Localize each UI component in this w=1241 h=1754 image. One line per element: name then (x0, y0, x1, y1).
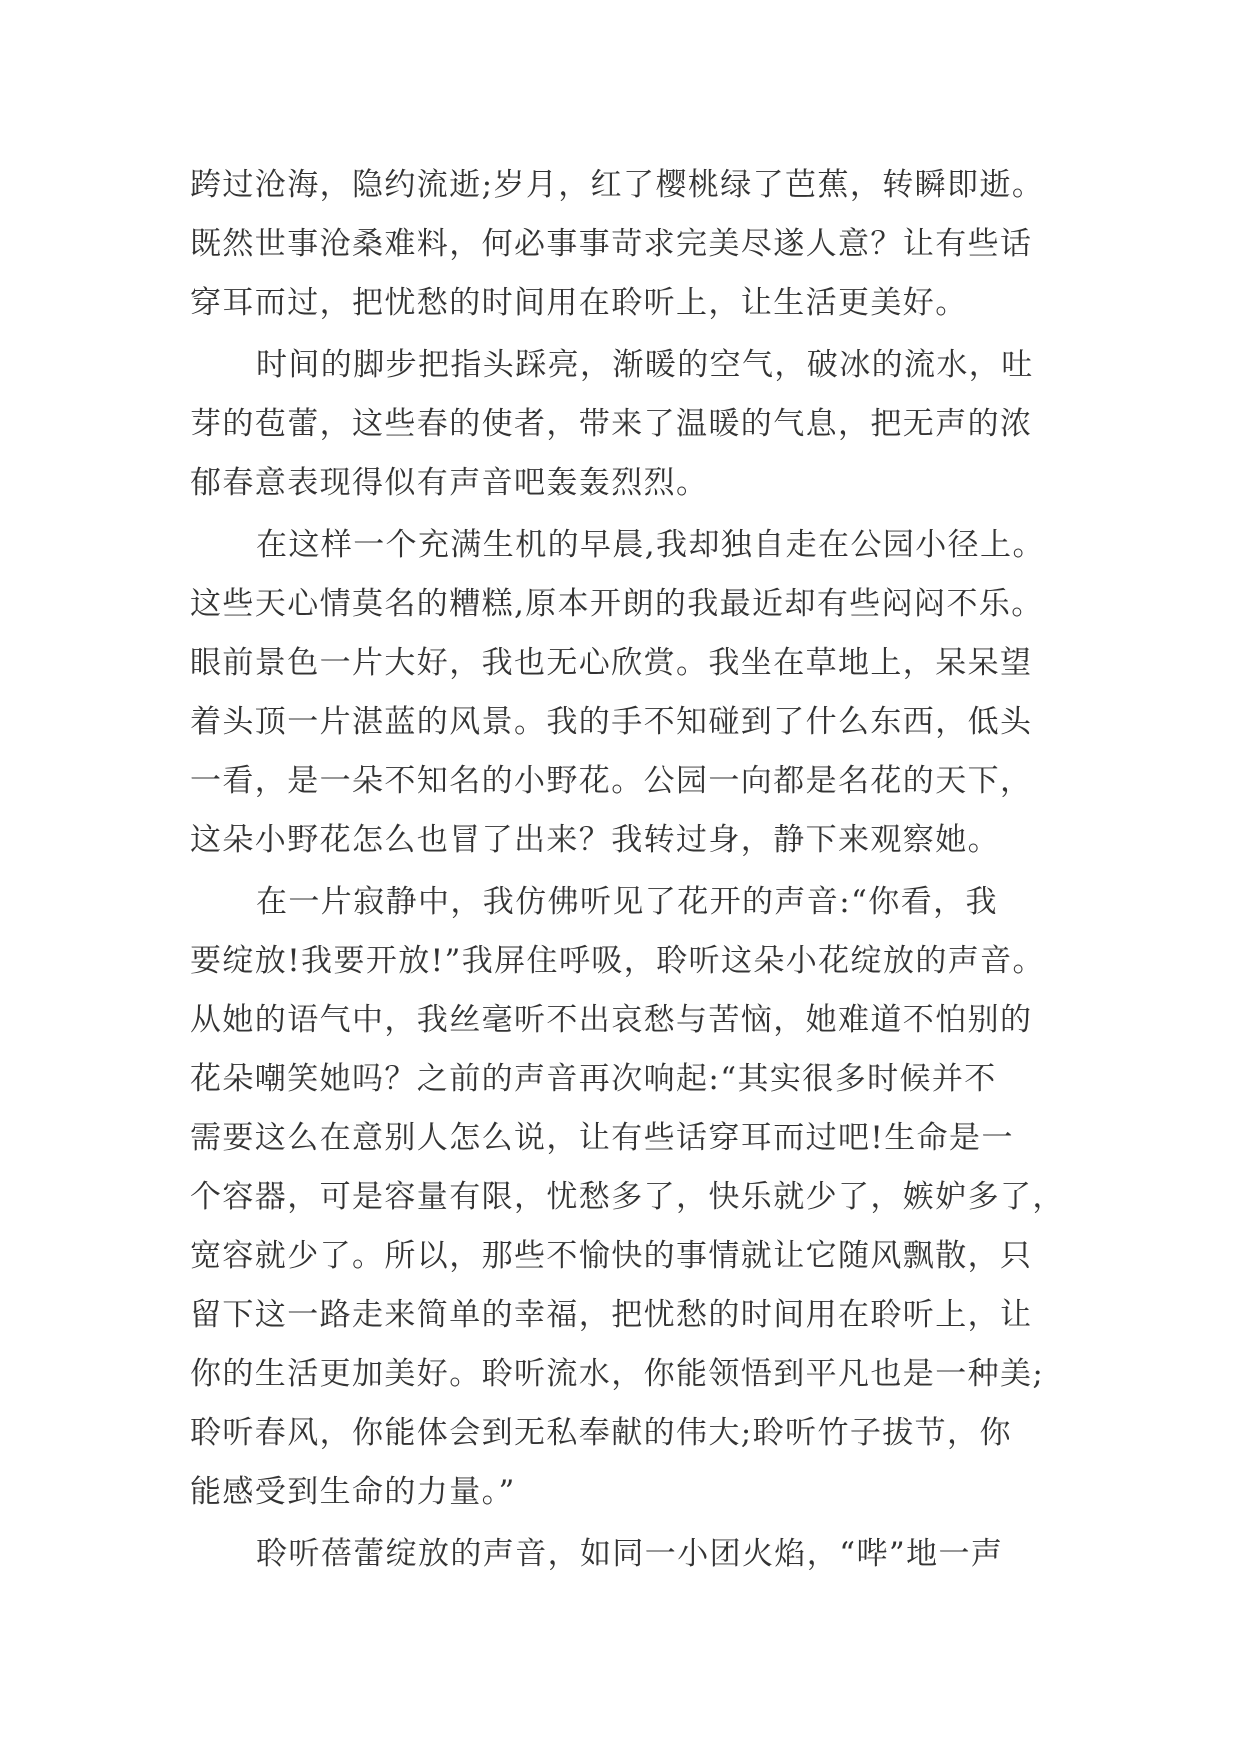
text-line: 既然世事沧桑难料，何必事事苛求完美尽遂人意？让有些话 (190, 226, 1033, 262)
text-line: 聆听春风，你能体会到无私奉献的伟大;聆听竹子拔节，你 (190, 1415, 1012, 1451)
text-line: 需要这么在意别人怎么说，让有些话穿耳而过吧!生命是一 (190, 1120, 1014, 1156)
text-line: 郁春意表现得似有声音吧轰轰烈烈。 (190, 465, 709, 501)
article-body (190, 156, 1065, 1584)
text-line: 着头顶一片湛蓝的风景。我的手不知碰到了什么东西，低头 (190, 704, 1033, 740)
text-line: 你的生活更加美好。聆听流水，你能领悟到平凡也是一种美; (190, 1356, 1045, 1392)
text-line: 个容器，可是容量有限，忧愁多了，快乐就少了，嫉妒多了， (190, 1179, 1065, 1215)
text-line: 留下这一路走来简单的幸福，把忧愁的时间用在聆听上，让 (190, 1297, 1033, 1333)
text-line: 穿耳而过，把忧愁的时间用在聆听上，让生活更美好。 (190, 285, 968, 321)
text-line: 能感受到生命的力量。” (190, 1474, 516, 1510)
text-line: 这朵小野花怎么也冒了出来？我转过身，静下来观察她。 (190, 822, 1000, 858)
text-line: 眼前景色一片大好，我也无心欣赏。我坐在草地上，呆呆望 (190, 645, 1033, 681)
text-line: 芽的苞蕾，这些春的使者，带来了温暖的气息，把无声的浓 (190, 406, 1033, 442)
text-line: 跨过沧海，隐约流逝;岁月，红了樱桃绿了芭蕉，转瞬即逝。 (190, 167, 1045, 203)
text-line: 这些天心情莫名的糟糕,原本开朗的我最近却有些闷闷不乐。 (190, 586, 1044, 622)
text-line: 在一片寂静中，我仿佛听见了花开的声音:“你看，我 (256, 884, 998, 920)
paragraph (190, 156, 1060, 333)
paragraph (190, 873, 1065, 1522)
text-line: 一看，是一朵不知名的小野花。公园一向都是名花的天下， (190, 763, 1033, 799)
text-line: 花朵嘲笑她吗？之前的声音再次响起:“其实很多时候并不 (190, 1061, 997, 1097)
text-line: 聆听蓓蕾绽放的声音，如同一小团火焰，“哔”地一声 (256, 1536, 1004, 1572)
text-line: 在这样一个充满生机的早晨,我却独自走在公园小径上。 (256, 527, 1045, 563)
paragraph (190, 516, 1060, 870)
text-line: 时间的脚步把指头踩亮，渐暖的空气，破冰的流水，吐 (256, 347, 1034, 383)
paragraph (190, 336, 1060, 513)
text-line: 从她的语气中，我丝毫听不出哀愁与苦恼，她难道不怕别的 (190, 1002, 1033, 1038)
text-line: 宽容就少了。所以，那些不愉快的事情就让它随风飘散，只 (190, 1238, 1033, 1274)
text-line: 要绽放!我要开放!”我屏住呼吸，聆听这朵小花绽放的声音。 (190, 943, 1045, 979)
paragraph (190, 1525, 1060, 1584)
